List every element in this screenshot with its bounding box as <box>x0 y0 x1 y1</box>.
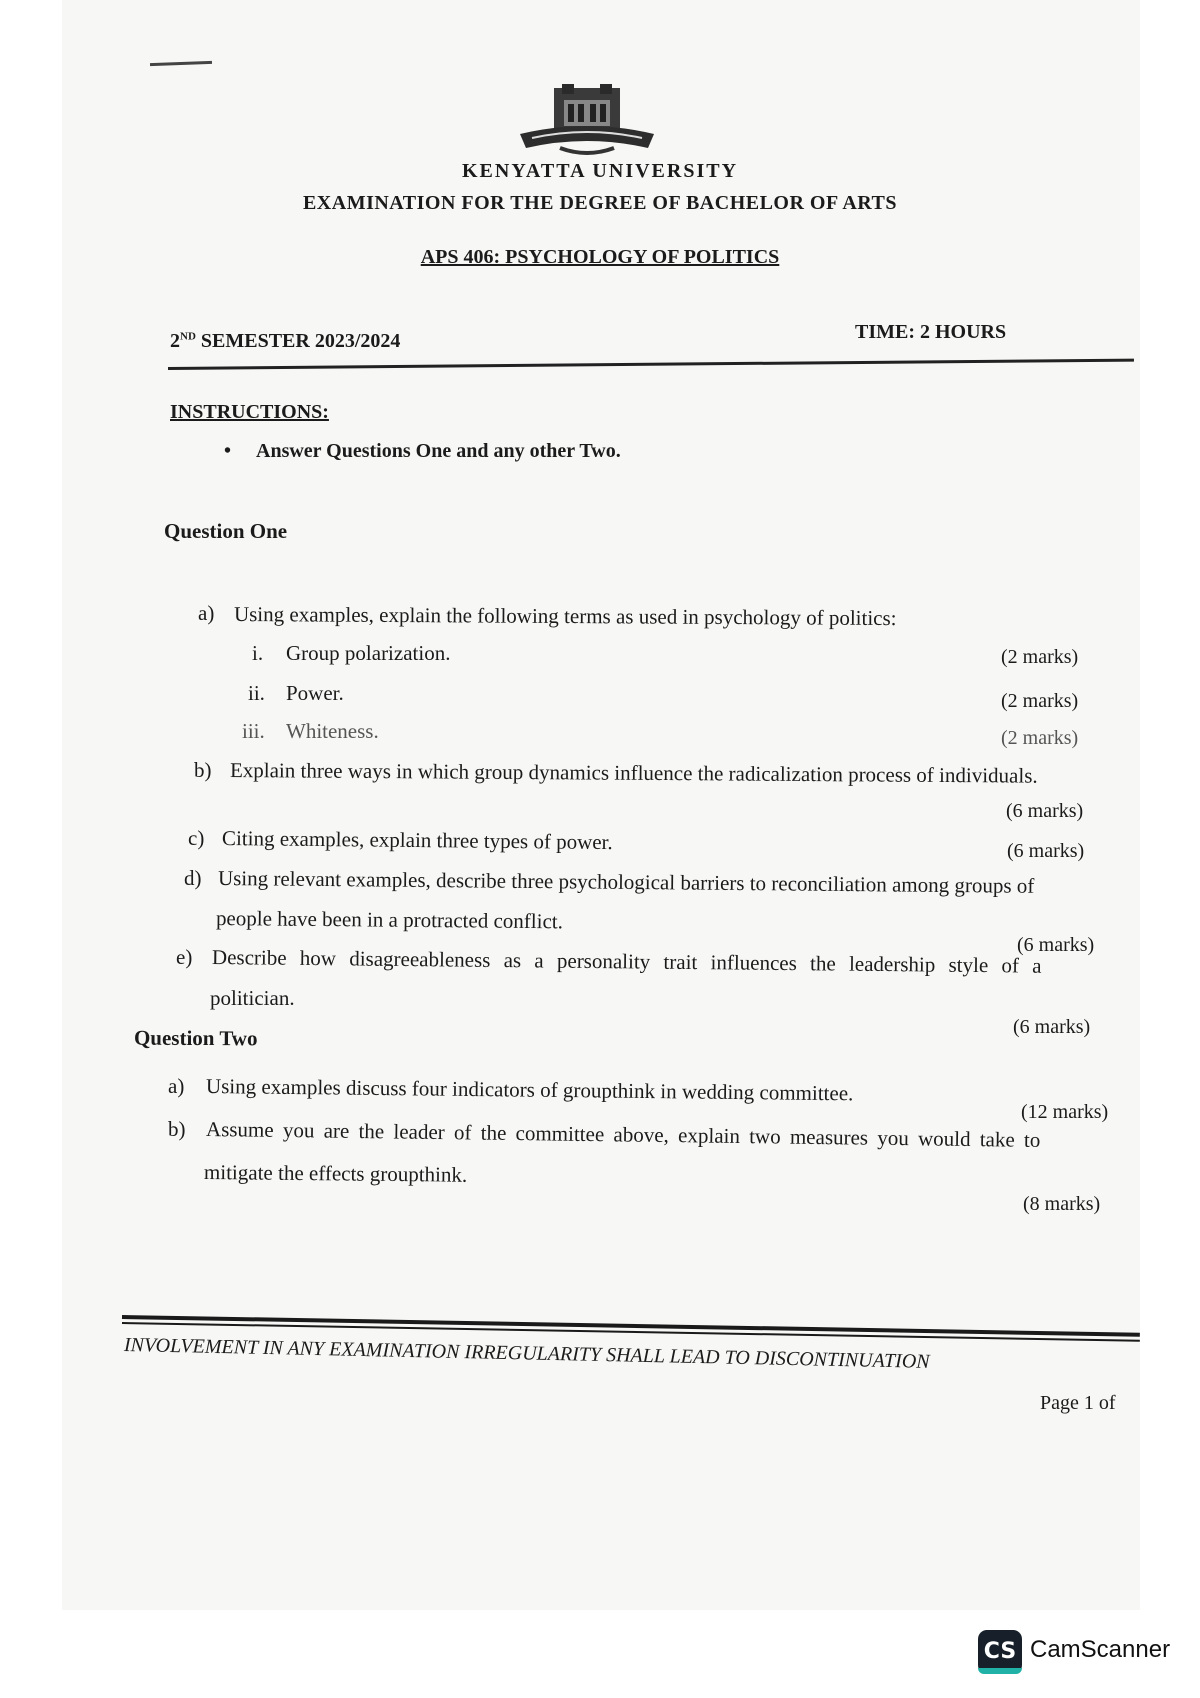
q2b-label: b) <box>168 1117 186 1141</box>
q1a-i-number: i. <box>252 641 264 665</box>
q1b-marks: (6 marks) <box>1006 800 1084 822</box>
q1c-marks: (6 marks) <box>1007 840 1085 862</box>
irregularity-warning: INVOLVEMENT IN ANY EXAMINATION IRREGULARITY SHALL LEAD TO DISCONTINUATION <box>123 1334 930 1373</box>
course-title <box>0 246 1200 269</box>
q1d-text-line1: Using relevant examples, describe three psychological barriers to reconciliation among groups of <box>217 866 1035 898</box>
q1d-marks: (6 marks) <box>1017 934 1095 956</box>
q1e-marks: (6 marks) <box>1013 1016 1091 1038</box>
q1b-text: Explain three ways in which group dynamics influence the radicalization process of individuals. <box>229 758 1038 788</box>
semester-ordinal-suffix: ND <box>180 330 196 343</box>
university-crest-icon <box>516 82 658 162</box>
q1d-text-line2: people have been in a protracted conflict. <box>215 906 564 934</box>
semester <box>170 330 400 353</box>
camscanner-name: CamScanner <box>1030 1636 1171 1663</box>
camscanner-watermark <box>978 1630 1200 1676</box>
bullet-icon: • <box>224 440 232 462</box>
q2b-marks: (8 marks) <box>1023 1193 1101 1215</box>
instruction-text: Answer Questions One and any other Two. <box>256 440 621 462</box>
semester-ordinal-number: 2 <box>170 330 180 352</box>
exam-duration: TIME: 2 HOURS <box>855 321 1007 343</box>
instructions-heading: INSTRUCTIONS: <box>170 401 329 423</box>
q1a-label: a) <box>198 601 215 625</box>
q1a-i-marks: (2 marks) <box>1001 646 1079 668</box>
q1c-text: Citing examples, explain three types of power. <box>221 826 613 855</box>
q1d-label: d) <box>184 866 202 890</box>
page-number: Page 1 of <box>1040 1392 1116 1414</box>
question-one-heading: Question One <box>164 519 288 543</box>
q2a-text: Using examples discuss four indicators of groupthink in wedding committee. <box>205 1074 854 1106</box>
q1a-ii-number: ii. <box>248 681 265 705</box>
q1b-label: b) <box>194 758 212 782</box>
q1c-label: c) <box>188 826 205 850</box>
q1a-ii-marks: (2 marks) <box>1001 690 1079 712</box>
q1e-text-line2: politician. <box>210 986 295 1010</box>
q1a-iii-number: iii. <box>242 719 265 743</box>
semester-text: SEMESTER 2023/2024 <box>195 330 401 352</box>
q1a-text: Using examples, explain the following terms as used in psychology of politics: <box>233 602 897 631</box>
q1a-i-text: Group polarization. <box>286 641 451 665</box>
q2b-text-line1: Assume you are the leader of the committee above, explain two measures you would take to <box>205 1117 1041 1152</box>
q1e-label: e) <box>176 945 193 969</box>
question-two-heading: Question Two <box>133 1025 258 1051</box>
instruction-item <box>224 440 621 463</box>
university-name: KENYATTA UNIVERSITY <box>461 160 739 182</box>
q1a-ii-text: Power. <box>286 681 344 705</box>
camscanner-logo-icon: CS <box>978 1630 1022 1674</box>
q1a-iii-text: Whiteness. <box>286 719 379 743</box>
q2a-label: a) <box>168 1074 185 1098</box>
exam-title: EXAMINATION FOR THE DEGREE OF BACHELOR OF ARTS <box>302 192 898 214</box>
q2a-marks: (12 marks) <box>1021 1101 1109 1123</box>
q2b-text-line2: mitigate the effects groupthink. <box>203 1160 468 1187</box>
exam-paper <box>62 0 1140 1610</box>
course-code-title: APS 406: PSYCHOLOGY OF POLITICS <box>420 246 780 268</box>
q1e-text-line1: Describe how disagreeableness as a personality trait influences the leadership style of a <box>211 945 1042 978</box>
q1a-iii-marks: (2 marks) <box>1001 727 1079 749</box>
